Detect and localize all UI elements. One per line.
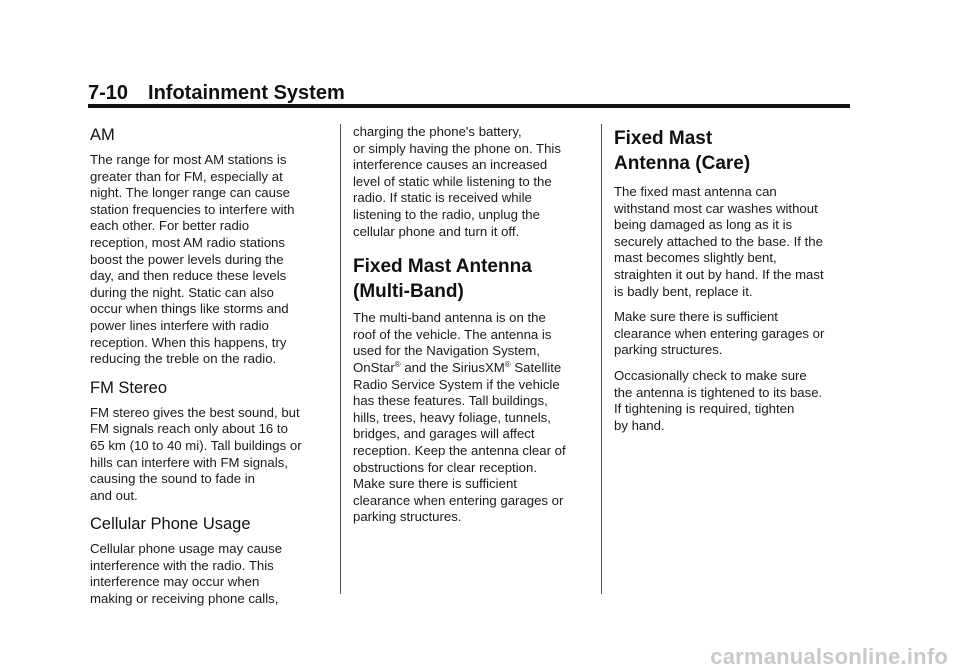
care-paragraph-3: Occasionally check to make sure the antenna is tightened to its base. If tightening is required, tighten by hand. <box>614 367 823 433</box>
watermark: carmanualsonline.info <box>710 644 948 669</box>
column-divider-2 <box>601 124 602 594</box>
satellite-text: Satellite <box>510 359 562 375</box>
registered-mark-1: ® <box>394 359 401 369</box>
and-the-siriusxm-text: and the SiriusXM <box>400 359 505 375</box>
care-paragraph-1: The fixed mast antenna can withstand most car washes without being damaged as long as it is securely attached to the base. If the mast becomes slightly bent, straighten it out by hand. If the mast is badly bent, replace it. <box>614 184 824 299</box>
cellular-phone-heading: Cellular Phone Usage <box>90 515 251 534</box>
header-rule <box>88 104 850 108</box>
care-antenna-heading: Fixed Mast Antenna (Care) <box>614 128 751 174</box>
onstar-text: OnStar <box>353 359 395 375</box>
fm-stereo-heading: FM Stereo <box>90 378 168 397</box>
page-number: 7-10 <box>88 82 129 104</box>
registered-mark-2: ® <box>504 359 511 369</box>
fm-stereo-paragraph: FM stereo gives the best sound, but FM signals reach only about 16 to 65 km (10 to 40 mi). Tall buildings or hills can interfere with FM signals, causing the sound to fade in and out. <box>90 404 302 503</box>
cellular-phone-paragraph-continued: charging the phone's battery, or simply having the phone on. This interference causes an increased level of static while listening to the radio. If static is received while listening to the radio, unplug the cellular phone and turn it off. <box>353 124 561 239</box>
page-header <box>88 80 850 106</box>
column-1 <box>90 124 330 617</box>
am-heading: AM <box>90 126 115 144</box>
care-paragraph-2: Make sure there is sufficient clearance when entering garages or parking structures. <box>614 309 825 358</box>
multiband-antenna-paragraph <box>353 310 593 526</box>
multiband-rest: Radio Service System if the vehicle has these features. Tall buildings, hills, trees, heavy foliage, tunnels, bridges, and garages will affect reception. Keep the antenna clear of obstructions for clear reception. Make sure there is sufficient clearance when entering garages or parking structures. <box>353 376 566 525</box>
column-2 <box>353 124 593 535</box>
multiband-line-1: The multi-band antenna is on the roof of the vehicle. The antenna is used for the Navigation System, <box>353 310 552 359</box>
multiband-antenna-heading: Fixed Mast Antenna (Multi-Band) <box>353 256 532 303</box>
section-title: Infotainment System <box>148 82 345 104</box>
column-3 <box>614 124 854 443</box>
am-paragraph: The range for most AM stations is greater than for FM, especially at night. The longer range can cause station frequencies to interfere with each other. For better radio reception, most AM radio stations boost the power levels during the day, and then reduce these levels during the night. Static can also occur when things like storms and power lines interfere with radio reception. When this happens, try reducing the treble on the radio. <box>90 152 295 367</box>
cellular-phone-paragraph: Cellular phone usage may cause interference with the radio. This interference may occur when making or receiving phone calls, <box>90 541 283 607</box>
column-divider-1 <box>340 124 341 594</box>
